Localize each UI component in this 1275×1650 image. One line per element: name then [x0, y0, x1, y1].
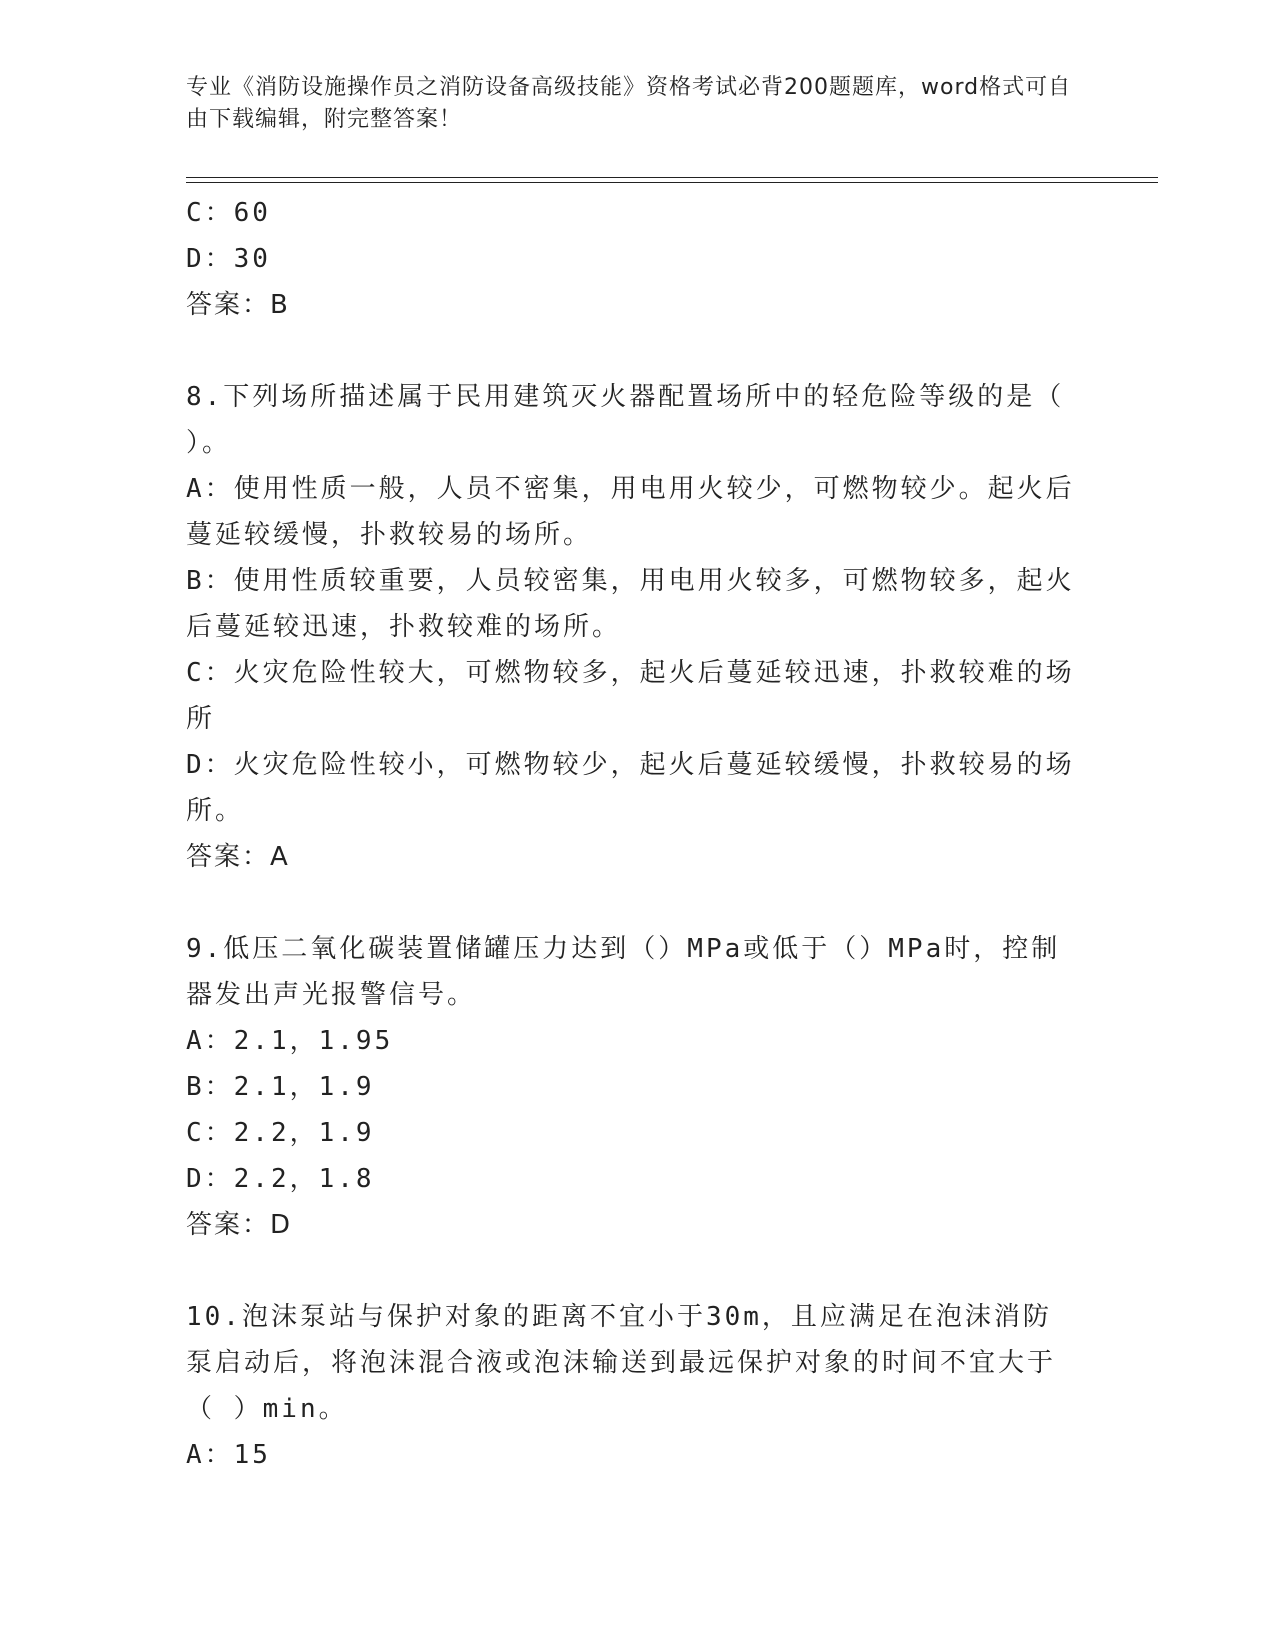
question-9 [186, 926, 1076, 1248]
answer-label: 答案： [186, 842, 271, 872]
question-stem: 9.低压二氧化碳装置储罐压力达到（）MPa或低于（）MPa时，控制器发出声光报警信号。 [186, 934, 1061, 1010]
option-d: D：30 [186, 244, 271, 274]
option-c: C：2.2，1.9 [186, 1118, 375, 1148]
answer-value: B [270, 290, 290, 320]
answer-value: D [270, 1210, 293, 1240]
question-stem: 10.泡沫泵站与保护对象的距离不宜小于30m，且应满足在泡沫消防泵启动后，将泡沫混合液或泡沫输送到最远保护对象的时间不宜大于（ ）min。 [186, 1302, 1057, 1424]
option-b: B：2.1，1.9 [186, 1072, 375, 1102]
header-text: 专业《消防设施操作员之消防设备高级技能》资格考试必背200题题库，word格式可自由下载编辑，附完整答案！ [186, 75, 1072, 132]
option-c: C：火灾危险性较大，可燃物较多，起火后蔓延较迅速，扑救较难的场所 [186, 658, 1075, 734]
answer-line [186, 834, 1076, 880]
answer-label: 答案： [186, 1210, 271, 1240]
answer-label: 答案： [186, 290, 271, 320]
question-fragment [186, 190, 1076, 328]
option-c: C：60 [186, 198, 271, 228]
question-content [186, 190, 1076, 1478]
option-a: A：2.1，1.95 [186, 1026, 394, 1056]
document-header [186, 72, 1076, 136]
option-d: D：火灾危险性较小，可燃物较少，起火后蔓延较缓慢，扑救较易的场所。 [186, 750, 1075, 826]
header-divider-top [186, 177, 1158, 178]
answer-value: A [270, 842, 290, 872]
answer-line [186, 1202, 1076, 1248]
header-divider-bottom [186, 182, 1158, 183]
option-a: A：使用性质一般，人员不密集，用电用火较少，可燃物较少。起火后蔓延较缓慢，扑救较易的场所。 [186, 474, 1075, 550]
option-a: A：15 [186, 1440, 271, 1470]
option-d: D：2.2，1.8 [186, 1164, 375, 1194]
question-10 [186, 1294, 1076, 1478]
question-stem: 8.下列场所描述属于民用建筑灭火器配置场所中的轻危险等级的是（ ）。 [186, 382, 1065, 458]
option-b: B：使用性质较重要，人员较密集，用电用火较多，可燃物较多，起火后蔓延较迅速，扑救较难的场所。 [186, 566, 1075, 642]
answer-line [186, 282, 1076, 328]
question-8 [186, 374, 1076, 880]
